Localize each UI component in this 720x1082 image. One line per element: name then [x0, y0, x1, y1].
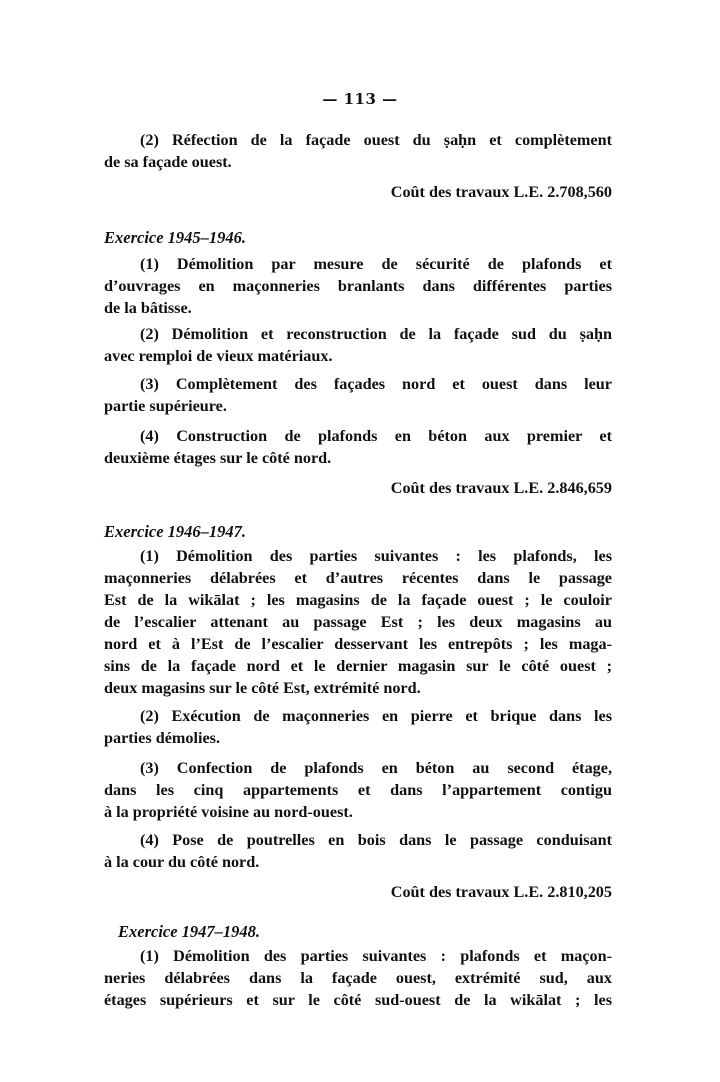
text-line: (1) Démolition par mesure de sécurité de plafonds et — [140, 255, 612, 273]
text-line: à la propriété voisine au nord-ouest. — [104, 803, 353, 821]
section-heading: Exercice 1945–1946. — [104, 228, 247, 247]
text-line: parties démolies. — [104, 729, 220, 747]
section-heading: Exercice 1946–1947. — [104, 522, 247, 541]
text-line: de sa façade ouest. — [104, 153, 232, 171]
text-line: étages supérieurs et sur le côté sud-ouest de la wikālat ; les — [104, 991, 612, 1009]
text-line: d’ouvrages en maçonneries branlants dans différentes parties — [104, 277, 612, 295]
text-line: (4) Construction de plafonds en béton aux premier et — [140, 427, 612, 445]
text-line: (2) Démolition et reconstruction de la façade sud du ṣaḥn — [140, 325, 612, 343]
text-line: de la bâtisse. — [104, 299, 192, 317]
text-line: Est de la wikālat ; les magasins de la façade ouest ; le couloir — [104, 591, 612, 609]
text-line: deuxième étages sur le côté nord. — [104, 449, 332, 467]
text-line: (2) Exécution de maçonneries en pierre et brique dans les — [140, 707, 612, 725]
text-line: (1) Démolition des parties suivantes : plafonds et maçon- — [140, 947, 612, 965]
text-line: (4) Pose de poutrelles en bois dans le passage conduisant — [140, 831, 612, 849]
page-number: — 113 — — [322, 90, 398, 108]
cost-line: Coût des travaux L.E. 2.846,659 — [390, 479, 612, 497]
text-line: neries délabrées dans la façade ouest, extrémité sud, aux — [104, 969, 612, 987]
cost-line: Coût des travaux L.E. 2.708,560 — [390, 183, 612, 201]
text-line: sins de la façade nord et le dernier magasin sur le côté ouest ; — [104, 657, 612, 675]
text-line: avec remploi de vieux matériaux. — [104, 347, 333, 365]
text-line: deux magasins sur le côté Est, extrémité nord. — [104, 679, 421, 697]
text-line: (2) Réfection de la façade ouest du ṣaḥn et complètement — [140, 131, 612, 149]
text-line: à la cour du côté nord. — [104, 853, 260, 871]
text-line: partie supérieure. — [104, 397, 227, 415]
text-line: dans les cinq appartements et dans l’appartement contigu — [104, 781, 612, 799]
text-line: de l’escalier attenant au passage Est ; les deux magasins au — [104, 613, 612, 631]
text-line: (3) Confection de plafonds en béton au second étage, — [140, 759, 612, 777]
text-line: (1) Démolition des parties suivantes : les plafonds, les — [140, 547, 612, 565]
text-line: nord et à l’Est de l’escalier desservant les entrepôts ; les maga- — [104, 635, 612, 653]
text-line: (3) Complètement des façades nord et ouest dans leur — [140, 375, 612, 393]
section-heading: Exercice 1947–1948. — [118, 922, 261, 941]
text-line: maçonneries délabrées et d’autres récentes dans le passage — [104, 569, 612, 587]
cost-line: Coût des travaux L.E. 2.810,205 — [390, 883, 612, 901]
